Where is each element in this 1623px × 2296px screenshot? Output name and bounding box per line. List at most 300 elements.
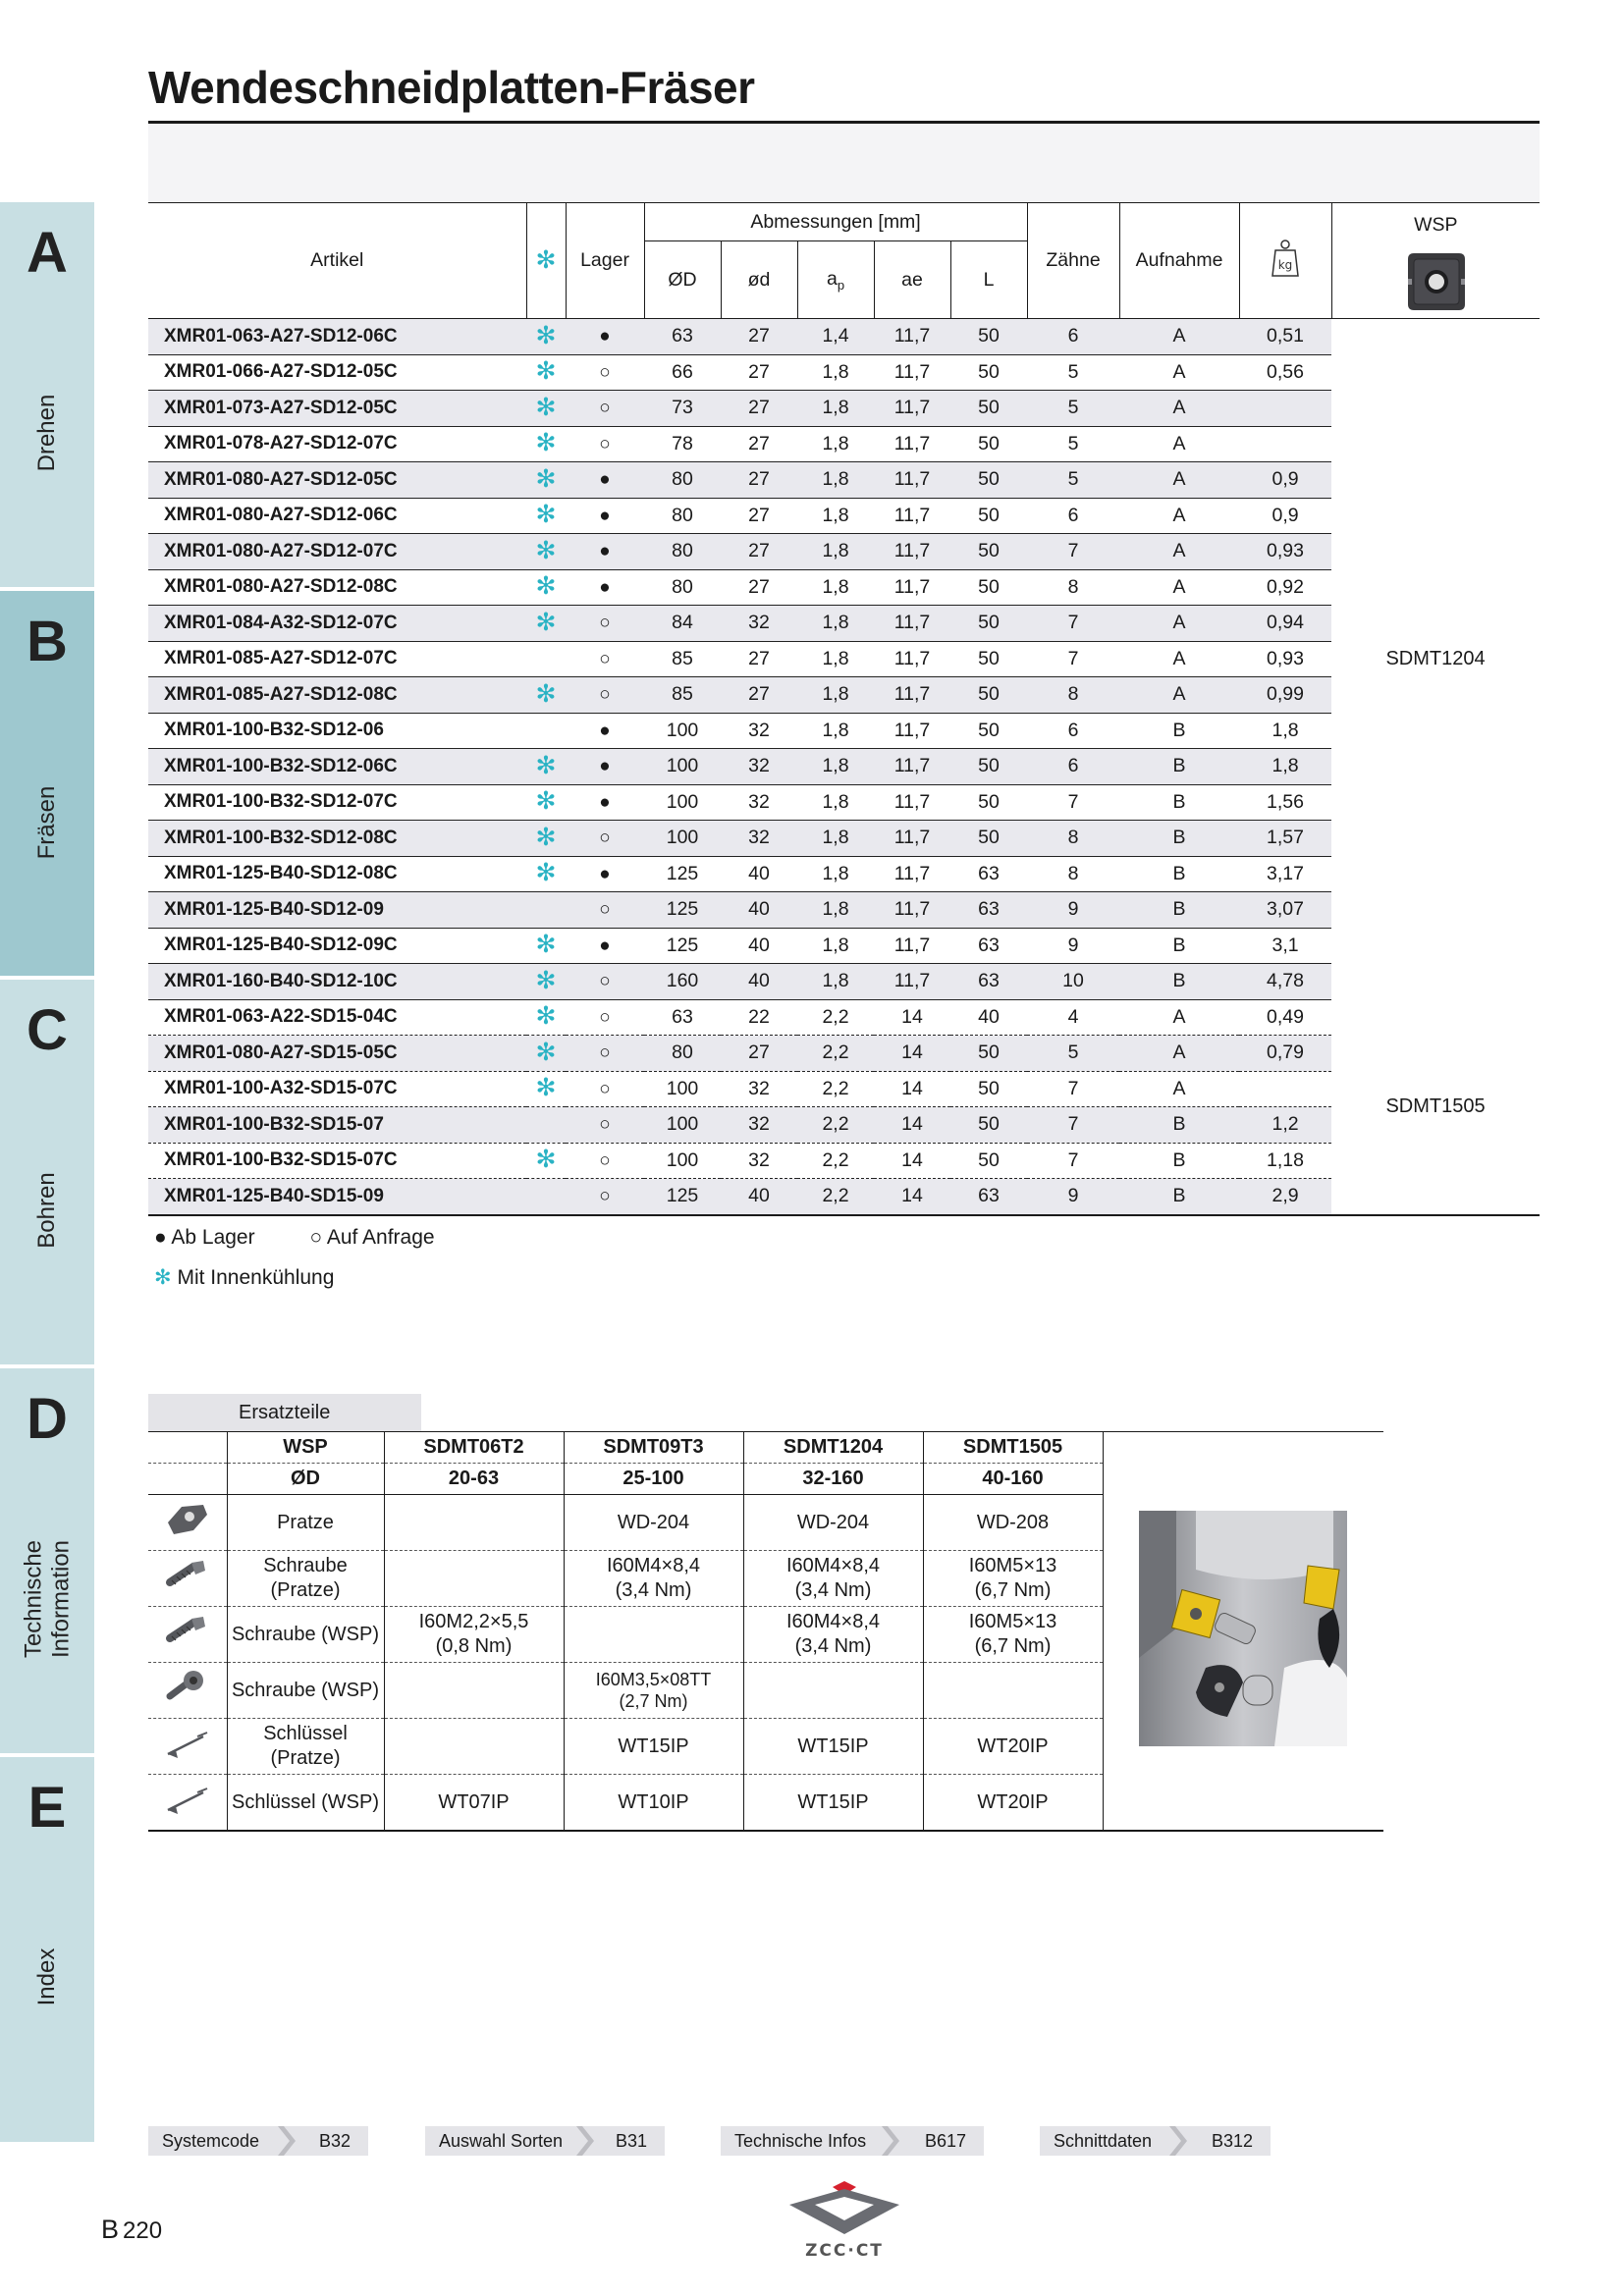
screw-icon bbox=[164, 1613, 211, 1650]
nav-systemcode[interactable] bbox=[148, 2126, 368, 2156]
cell-L: 50 bbox=[950, 713, 1027, 749]
key-icon bbox=[164, 1725, 211, 1762]
stock-status-icon: ○ bbox=[599, 648, 611, 669]
milling-cutter-image bbox=[1137, 1511, 1349, 1746]
wsp-group: SDMT1505 bbox=[1331, 999, 1540, 1215]
table-row bbox=[148, 677, 1540, 714]
cell-d: 40 bbox=[721, 964, 797, 1000]
table-row bbox=[148, 426, 1540, 462]
header-d: ød bbox=[721, 241, 797, 319]
nav-ref: B617 bbox=[924, 2131, 966, 2151]
cell-L: 50 bbox=[950, 1071, 1027, 1107]
coolant-icon: ✻ bbox=[535, 464, 557, 493]
cell-zaehne: 7 bbox=[1027, 641, 1119, 677]
stock-status-icon: ○ bbox=[599, 899, 611, 921]
cell-ae: 11,7 bbox=[874, 391, 950, 427]
cell-coolant bbox=[526, 1143, 566, 1179]
part-value: WT07IP bbox=[384, 1775, 564, 1832]
header-wsp-label: WSP bbox=[1414, 213, 1458, 236]
insert-icon bbox=[1404, 249, 1469, 314]
cell-zaehne: 7 bbox=[1027, 1143, 1119, 1179]
table-row bbox=[148, 1107, 1540, 1144]
cell-aufnahme: A bbox=[1119, 391, 1239, 427]
cell-L: 63 bbox=[950, 892, 1027, 929]
cell-ap: 1,8 bbox=[797, 784, 874, 821]
cell-d: 32 bbox=[721, 713, 797, 749]
cell-zaehne: 4 bbox=[1027, 999, 1119, 1036]
tab-label: Index bbox=[33, 1948, 61, 2006]
cell-d: 27 bbox=[721, 498, 797, 534]
cell-lager bbox=[566, 1179, 644, 1215]
cell-ap: 2,2 bbox=[797, 1143, 874, 1179]
cell-L: 50 bbox=[950, 569, 1027, 606]
col-d: 32-160 bbox=[743, 1464, 923, 1495]
cell-zaehne: 7 bbox=[1027, 606, 1119, 642]
cell-d: 40 bbox=[721, 928, 797, 964]
stock-status-icon: ○ bbox=[599, 971, 611, 992]
cell-coolant bbox=[526, 569, 566, 606]
table-row bbox=[148, 319, 1540, 355]
col-wsp: SDMT09T3 bbox=[564, 1432, 743, 1464]
cell-D: 100 bbox=[644, 784, 721, 821]
cell-artikel: XMR01-100-B32-SD15-07C bbox=[148, 1143, 526, 1179]
cell-coolant bbox=[526, 713, 566, 749]
header-wsp bbox=[1331, 203, 1540, 319]
cell-coolant bbox=[526, 928, 566, 964]
cell-ae: 11,7 bbox=[874, 606, 950, 642]
zcc-ct-logo bbox=[785, 2181, 903, 2260]
part-value: I60M4×8,4 (3,4 Nm) bbox=[564, 1551, 743, 1607]
cell-L: 50 bbox=[950, 498, 1027, 534]
legend-coolant: Mit Innenkühlung bbox=[177, 1266, 335, 1289]
cell-ap: 1,4 bbox=[797, 319, 874, 355]
cell-ap: 1,8 bbox=[797, 856, 874, 892]
page-number bbox=[101, 2215, 162, 2245]
cell-artikel: XMR01-063-A27-SD12-06C bbox=[148, 319, 526, 355]
header-D: ØD bbox=[644, 241, 721, 319]
cell-aufnahme: A bbox=[1119, 319, 1239, 355]
cell-aufnahme: A bbox=[1119, 606, 1239, 642]
cell-coolant bbox=[526, 319, 566, 355]
cell-D: 80 bbox=[644, 569, 721, 606]
nav-label: Technische Infos bbox=[734, 2131, 867, 2151]
cell-D: 125 bbox=[644, 856, 721, 892]
cell-aufnahme: A bbox=[1119, 1036, 1239, 1072]
cell-zaehne: 8 bbox=[1027, 677, 1119, 714]
cell-lager bbox=[566, 641, 644, 677]
cell-D: 84 bbox=[644, 606, 721, 642]
stock-symbol: ● bbox=[154, 1226, 167, 1249]
parts-icon-cell bbox=[148, 1495, 227, 1551]
cell-L: 50 bbox=[950, 391, 1027, 427]
cell-d: 27 bbox=[721, 641, 797, 677]
header-ae: ae bbox=[874, 241, 950, 319]
cell-L: 50 bbox=[950, 319, 1027, 355]
cell-artikel: XMR01-125-B40-SD15-09 bbox=[148, 1179, 526, 1215]
stock-status-icon: ● bbox=[599, 505, 611, 526]
cell-lager bbox=[566, 1071, 644, 1107]
cell-artikel: XMR01-080-A27-SD15-05C bbox=[148, 1036, 526, 1072]
coolant-icon: ✻ bbox=[535, 1146, 557, 1174]
cell-lager bbox=[566, 1143, 644, 1179]
tab-letter: C bbox=[27, 998, 68, 1062]
table-row bbox=[148, 713, 1540, 749]
table-row bbox=[148, 856, 1540, 892]
cell-L: 40 bbox=[950, 999, 1027, 1036]
cell-coolant bbox=[526, 391, 566, 427]
cell-D: 100 bbox=[644, 749, 721, 785]
stock-status-icon: ● bbox=[599, 576, 611, 598]
col-wsp: SDMT1505 bbox=[923, 1432, 1103, 1464]
cell-zaehne: 8 bbox=[1027, 856, 1119, 892]
cell-D: 125 bbox=[644, 928, 721, 964]
brand-text: ZCC·CT bbox=[805, 2241, 884, 2260]
stock-status-icon: ● bbox=[599, 720, 611, 741]
cell-zaehne: 8 bbox=[1027, 569, 1119, 606]
cell-lager bbox=[566, 928, 644, 964]
cell-artikel: XMR01-080-A27-SD12-07C bbox=[148, 534, 526, 570]
header-weight bbox=[1239, 203, 1331, 319]
nav-schnittdaten[interactable] bbox=[1040, 2126, 1271, 2156]
cell-aufnahme: A bbox=[1119, 498, 1239, 534]
part-name: Schraube (WSP) bbox=[227, 1607, 384, 1663]
cell-coolant bbox=[526, 354, 566, 391]
cell-weight: 0,51 bbox=[1239, 319, 1331, 355]
part-name: Pratze bbox=[227, 1495, 384, 1551]
cell-ae: 14 bbox=[874, 1143, 950, 1179]
cell-artikel: XMR01-100-B32-SD12-06C bbox=[148, 749, 526, 785]
cell-ap: 1,8 bbox=[797, 928, 874, 964]
cell-ap: 2,2 bbox=[797, 1071, 874, 1107]
cell-zaehne: 7 bbox=[1027, 784, 1119, 821]
cell-ae: 11,7 bbox=[874, 964, 950, 1000]
cell-coolant bbox=[526, 677, 566, 714]
coolant-icon: ✻ bbox=[535, 966, 557, 994]
cell-ae: 11,7 bbox=[874, 928, 950, 964]
part-value: I60M3,5×08TT (2,7 Nm) bbox=[564, 1663, 743, 1719]
col-d: 20-63 bbox=[384, 1464, 564, 1495]
page-prefix: B bbox=[101, 2215, 120, 2244]
cell-aufnahme: B bbox=[1119, 964, 1239, 1000]
tab-letter: D bbox=[27, 1387, 68, 1451]
nav-auswahl-sorten[interactable] bbox=[425, 2126, 665, 2156]
table-row bbox=[148, 641, 1540, 677]
cell-coolant bbox=[526, 749, 566, 785]
coolant-icon: ✻ bbox=[535, 1074, 557, 1102]
cell-ap: 1,8 bbox=[797, 713, 874, 749]
cell-L: 50 bbox=[950, 462, 1027, 499]
table-row bbox=[148, 928, 1540, 964]
col-d: 25-100 bbox=[564, 1464, 743, 1495]
part-value bbox=[384, 1551, 564, 1607]
part-value: WT10IP bbox=[564, 1775, 743, 1832]
stock-status-icon: ○ bbox=[599, 1114, 611, 1136]
stock-status-icon: ● bbox=[599, 756, 611, 777]
cell-ae: 11,7 bbox=[874, 892, 950, 929]
cell-zaehne: 7 bbox=[1027, 534, 1119, 570]
cell-aufnahme: B bbox=[1119, 1143, 1239, 1179]
tab-technische-information[interactable] bbox=[0, 1368, 94, 1757]
part-value bbox=[923, 1663, 1103, 1719]
cell-zaehne: 5 bbox=[1027, 1036, 1119, 1072]
cell-ap: 1,8 bbox=[797, 426, 874, 462]
table-row bbox=[148, 964, 1540, 1000]
cell-d: 32 bbox=[721, 1071, 797, 1107]
part-value: I60M5×13 (6,7 Nm) bbox=[923, 1551, 1103, 1607]
cell-ae: 14 bbox=[874, 1036, 950, 1072]
cell-L: 50 bbox=[950, 1107, 1027, 1144]
coolant-icon: ✻ bbox=[535, 357, 557, 386]
cell-weight: 2,9 bbox=[1239, 1179, 1331, 1215]
cell-d: 32 bbox=[721, 749, 797, 785]
cell-coolant bbox=[526, 821, 566, 857]
chevron-right-icon bbox=[274, 2126, 298, 2156]
cell-L: 50 bbox=[950, 354, 1027, 391]
cell-d: 22 bbox=[721, 999, 797, 1036]
cell-weight: 0,99 bbox=[1239, 677, 1331, 714]
page-num: 220 bbox=[123, 2217, 163, 2244]
cell-ae: 11,7 bbox=[874, 641, 950, 677]
cell-D: 80 bbox=[644, 498, 721, 534]
part-value: WT15IP bbox=[743, 1775, 923, 1832]
cell-aufnahme: A bbox=[1119, 677, 1239, 714]
cell-L: 50 bbox=[950, 784, 1027, 821]
cell-aufnahme: B bbox=[1119, 1179, 1239, 1215]
cell-ae: 11,7 bbox=[874, 821, 950, 857]
nav-ref: B312 bbox=[1211, 2131, 1253, 2151]
cell-coolant bbox=[526, 1107, 566, 1144]
stock-status-icon: ● bbox=[599, 934, 611, 956]
stock-status-icon: ○ bbox=[599, 398, 611, 419]
coolant-icon: ✻ bbox=[535, 859, 557, 887]
coolant-icon: ✻ bbox=[535, 751, 557, 779]
stock-status-icon: ● bbox=[599, 469, 611, 491]
stock-status-icon: ○ bbox=[599, 684, 611, 706]
cell-D: 78 bbox=[644, 426, 721, 462]
cell-weight: 1,8 bbox=[1239, 749, 1331, 785]
cell-weight bbox=[1239, 391, 1331, 427]
cell-artikel: XMR01-160-B40-SD12-10C bbox=[148, 964, 526, 1000]
cell-D: 80 bbox=[644, 1036, 721, 1072]
cell-L: 50 bbox=[950, 534, 1027, 570]
stock-status-icon: ○ bbox=[599, 361, 611, 383]
cell-L: 50 bbox=[950, 677, 1027, 714]
cell-L: 63 bbox=[950, 928, 1027, 964]
tab-index[interactable] bbox=[0, 1757, 94, 2146]
nav-label: Auswahl Sorten bbox=[439, 2131, 564, 2151]
cell-zaehne: 8 bbox=[1027, 821, 1119, 857]
cell-artikel: XMR01-073-A27-SD12-05C bbox=[148, 391, 526, 427]
part-value: WD-204 bbox=[743, 1495, 923, 1551]
cell-L: 63 bbox=[950, 856, 1027, 892]
cell-aufnahme: A bbox=[1119, 462, 1239, 499]
cell-L: 50 bbox=[950, 1143, 1027, 1179]
cell-aufnahme: B bbox=[1119, 892, 1239, 929]
cell-d: 27 bbox=[721, 391, 797, 427]
parts-icon-cell bbox=[148, 1719, 227, 1775]
table-row bbox=[148, 534, 1540, 570]
part-value: WT20IP bbox=[923, 1719, 1103, 1775]
cell-D: 160 bbox=[644, 964, 721, 1000]
part-value: WD-204 bbox=[564, 1495, 743, 1551]
cell-D: 100 bbox=[644, 821, 721, 857]
cell-D: 80 bbox=[644, 462, 721, 499]
cell-lager bbox=[566, 354, 644, 391]
ersatzteile-tab: Ersatzteile bbox=[148, 1394, 421, 1431]
cell-artikel: XMR01-080-A27-SD12-06C bbox=[148, 498, 526, 534]
cell-zaehne: 9 bbox=[1027, 928, 1119, 964]
cell-coolant bbox=[526, 606, 566, 642]
cell-zaehne: 10 bbox=[1027, 964, 1119, 1000]
cell-weight: 0,94 bbox=[1239, 606, 1331, 642]
stock-status-icon: ● bbox=[599, 326, 611, 347]
cell-coolant bbox=[526, 534, 566, 570]
d-label: ØD bbox=[227, 1464, 384, 1495]
cell-artikel: XMR01-078-A27-SD12-07C bbox=[148, 426, 526, 462]
header-lager: Lager bbox=[566, 203, 644, 319]
cell-weight: 1,18 bbox=[1239, 1143, 1331, 1179]
cell-artikel: XMR01-085-A27-SD12-08C bbox=[148, 677, 526, 714]
tab-fraesen[interactable] bbox=[0, 591, 94, 980]
cell-ap: 1,8 bbox=[797, 606, 874, 642]
cell-D: 100 bbox=[644, 1143, 721, 1179]
cell-d: 27 bbox=[721, 319, 797, 355]
cell-ae: 11,7 bbox=[874, 462, 950, 499]
cell-coolant bbox=[526, 462, 566, 499]
cell-ae: 14 bbox=[874, 1071, 950, 1107]
tab-letter: E bbox=[27, 1776, 67, 1840]
cell-zaehne: 6 bbox=[1027, 749, 1119, 785]
header-aufnahme: Aufnahme bbox=[1119, 203, 1239, 319]
cell-d: 27 bbox=[721, 677, 797, 714]
table-row bbox=[148, 821, 1540, 857]
cell-zaehne: 6 bbox=[1027, 713, 1119, 749]
cell-artikel: XMR01-063-A22-SD15-04C bbox=[148, 999, 526, 1036]
cell-ap: 1,8 bbox=[797, 892, 874, 929]
col-wsp: SDMT06T2 bbox=[384, 1432, 564, 1464]
cell-L: 50 bbox=[950, 1036, 1027, 1072]
cell-lager bbox=[566, 498, 644, 534]
coolant-icon: ✻ bbox=[535, 536, 557, 564]
cell-d: 27 bbox=[721, 462, 797, 499]
tab-letter: A bbox=[27, 221, 68, 285]
cell-L: 50 bbox=[950, 749, 1027, 785]
cell-D: 73 bbox=[644, 391, 721, 427]
table-row bbox=[148, 606, 1540, 642]
table-row bbox=[148, 784, 1540, 821]
cell-ap: 1,8 bbox=[797, 641, 874, 677]
cell-coolant bbox=[526, 999, 566, 1036]
stock-status-icon: ○ bbox=[599, 1006, 611, 1028]
cell-ap: 2,2 bbox=[797, 1036, 874, 1072]
legend-request: Auf Anfrage bbox=[326, 1226, 435, 1249]
cell-coolant bbox=[526, 498, 566, 534]
header-ap bbox=[797, 241, 874, 319]
part-value bbox=[384, 1663, 564, 1719]
cell-weight: 1,8 bbox=[1239, 713, 1331, 749]
tab-bohren[interactable] bbox=[0, 980, 94, 1368]
part-name: Schraube (WSP) bbox=[227, 1663, 384, 1719]
legend-stock: Ab Lager bbox=[171, 1226, 255, 1249]
cell-lager bbox=[566, 677, 644, 714]
cell-ap: 1,8 bbox=[797, 569, 874, 606]
cell-weight: 1,56 bbox=[1239, 784, 1331, 821]
cutter-image-cell bbox=[1103, 1432, 1383, 1832]
cell-aufnahme: B bbox=[1119, 749, 1239, 785]
cell-weight: 3,07 bbox=[1239, 892, 1331, 929]
cell-artikel: XMR01-080-A27-SD12-08C bbox=[148, 569, 526, 606]
cell-D: 80 bbox=[644, 534, 721, 570]
table-row bbox=[148, 1071, 1540, 1107]
part-value: WT15IP bbox=[564, 1719, 743, 1775]
cell-aufnahme: A bbox=[1119, 641, 1239, 677]
cell-aufnahme: A bbox=[1119, 999, 1239, 1036]
screw-head-icon bbox=[164, 1669, 211, 1706]
cell-d: 27 bbox=[721, 426, 797, 462]
cell-lager bbox=[566, 606, 644, 642]
cell-artikel: XMR01-100-B32-SD15-07 bbox=[148, 1107, 526, 1144]
cell-lager bbox=[566, 1036, 644, 1072]
chevron-right-icon bbox=[572, 2126, 596, 2156]
cell-artikel: XMR01-084-A32-SD12-07C bbox=[148, 606, 526, 642]
table-row bbox=[148, 391, 1540, 427]
nav-technische-infos[interactable] bbox=[721, 2126, 984, 2156]
cell-artikel: XMR01-100-B32-SD12-07C bbox=[148, 784, 526, 821]
coolant-icon: ✻ bbox=[535, 823, 557, 851]
cell-d: 32 bbox=[721, 821, 797, 857]
cell-L: 50 bbox=[950, 821, 1027, 857]
cell-weight bbox=[1239, 1071, 1331, 1107]
cell-artikel: XMR01-066-A27-SD12-05C bbox=[148, 354, 526, 391]
cell-ae: 11,7 bbox=[874, 749, 950, 785]
cell-lager bbox=[566, 1107, 644, 1144]
cell-aufnahme: B bbox=[1119, 856, 1239, 892]
cell-D: 125 bbox=[644, 892, 721, 929]
cell-d: 40 bbox=[721, 892, 797, 929]
tab-drehen[interactable] bbox=[0, 202, 94, 591]
part-value: WT20IP bbox=[923, 1775, 1103, 1832]
cell-D: 85 bbox=[644, 677, 721, 714]
cell-weight: 0,9 bbox=[1239, 498, 1331, 534]
part-value: WT15IP bbox=[743, 1719, 923, 1775]
cell-ap: 2,2 bbox=[797, 1107, 874, 1144]
coolant-legend-icon: ✻ bbox=[154, 1266, 172, 1289]
cell-weight: 3,17 bbox=[1239, 856, 1331, 892]
cell-ap: 1,8 bbox=[797, 354, 874, 391]
table-row bbox=[148, 1036, 1540, 1072]
cell-D: 63 bbox=[644, 999, 721, 1036]
cell-ap: 1,8 bbox=[797, 391, 874, 427]
cell-aufnahme: B bbox=[1119, 713, 1239, 749]
header-artikel: Artikel bbox=[310, 249, 364, 271]
empty-cell bbox=[148, 1432, 227, 1464]
stock-status-icon: ● bbox=[599, 541, 611, 562]
cell-coolant bbox=[526, 1071, 566, 1107]
cell-L: 50 bbox=[950, 426, 1027, 462]
coolant-icon: ✻ bbox=[535, 787, 557, 816]
stock-status-icon: ○ bbox=[599, 1078, 611, 1099]
cell-d: 32 bbox=[721, 784, 797, 821]
cell-artikel: XMR01-080-A27-SD12-05C bbox=[148, 462, 526, 499]
cell-L: 50 bbox=[950, 606, 1027, 642]
cell-zaehne: 9 bbox=[1027, 892, 1119, 929]
cell-ap: 1,8 bbox=[797, 498, 874, 534]
tab-label: Technische Information bbox=[20, 1539, 74, 1659]
cell-aufnahme: A bbox=[1119, 534, 1239, 570]
coolant-icon: ✻ bbox=[535, 393, 557, 421]
coolant-icon: ✻ bbox=[535, 321, 557, 349]
spare-parts-table bbox=[148, 1431, 1383, 1832]
